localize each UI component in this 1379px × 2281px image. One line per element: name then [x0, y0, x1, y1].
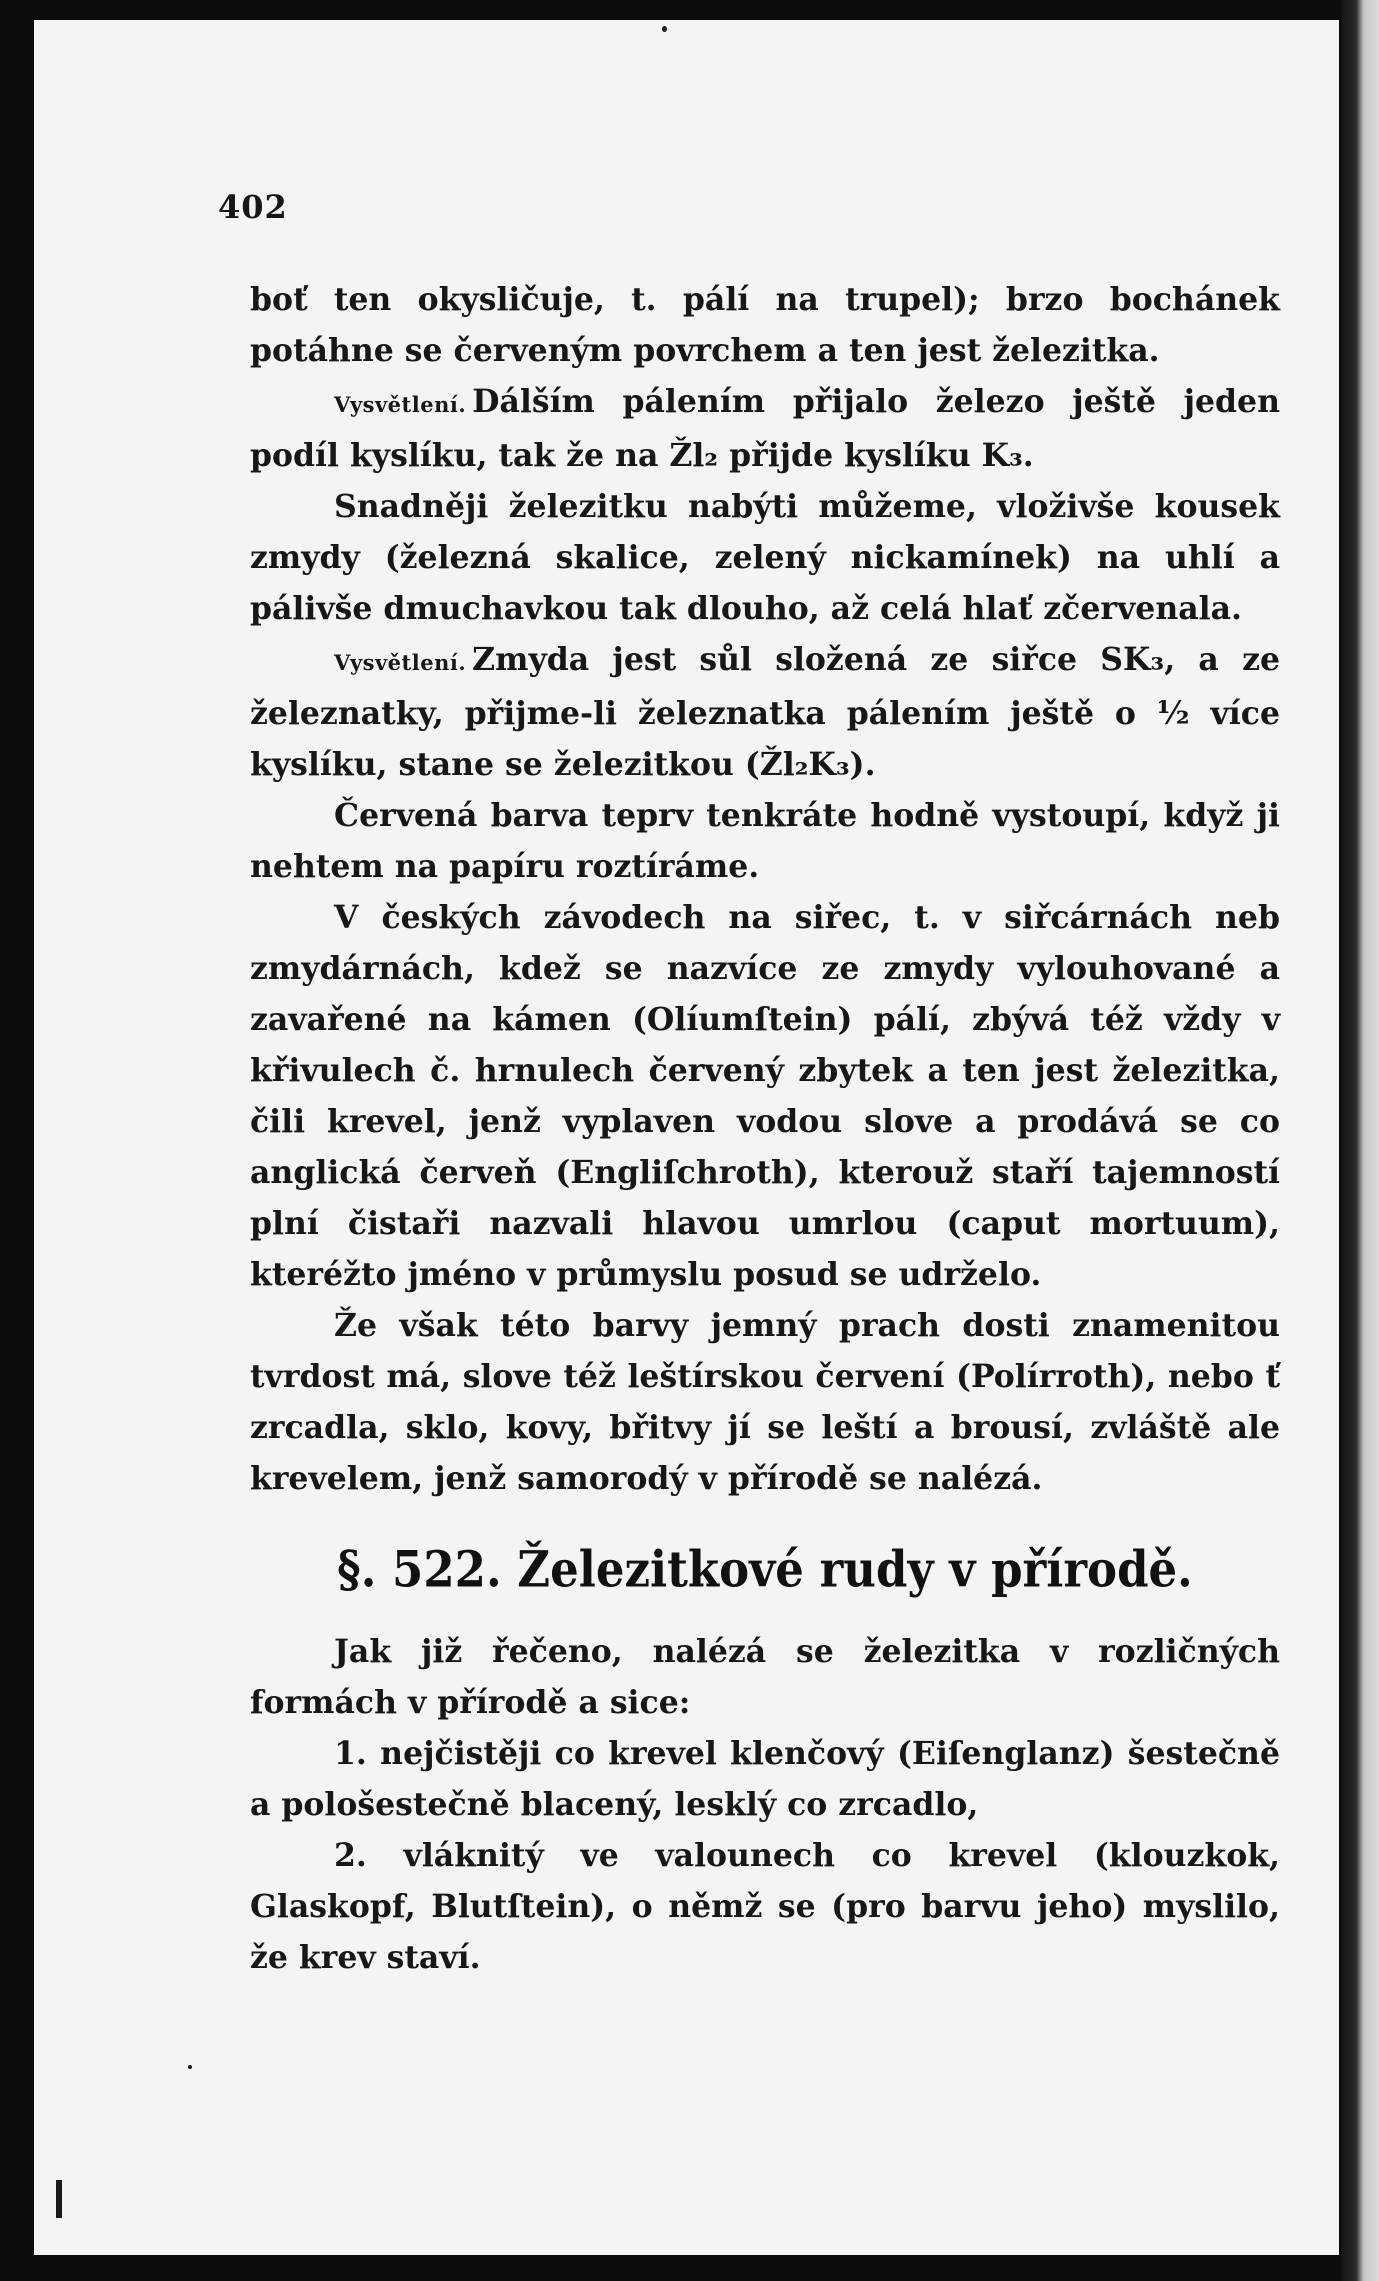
page-number: 402	[218, 188, 288, 226]
explanation-lead: Vysvětlení.	[334, 650, 467, 675]
list-item-text: 1. nejčistěji co krevel klenčový (Eiſenglanz) šestečně a pološestečně blacený, lesklý co zrcadlo,	[250, 1735, 1280, 1823]
paragraph	[250, 481, 1280, 634]
list-item	[250, 1830, 1280, 1983]
explanation-lead: Vysvětlení.	[334, 392, 467, 417]
paragraph	[250, 634, 1280, 790]
list-item	[250, 1728, 1280, 1830]
print-speck	[56, 2180, 62, 2218]
paragraph-text: Dálším pálením přijalo železo ještě jeden podíl kyslíku, tak že na Žl₂ přijde kyslíku K₃.	[250, 383, 1280, 474]
paragraph	[250, 376, 1280, 481]
paragraph	[250, 274, 1280, 376]
paragraph	[250, 1300, 1280, 1504]
paragraph-text: Že však této barvy jemný prach dosti znamenitou tvrdost má, slove též leštírskou červení (Polírroth), nebo ť zrcadla, sklo, kovy, břitvy jí se leští a brousí, zvláště ale krevelem, jenž samorodý v přírodě se nalézá.	[250, 1307, 1280, 1497]
page-edge-shadow	[1341, 0, 1379, 2281]
list-item-text: 2. vláknitý ve valounech co krevel (klouzkok, Glaskopf, Blutſtein), o němž se (pro barvu jeho) myslilo, že krev staví.	[250, 1837, 1280, 1976]
print-speck	[188, 2065, 192, 2069]
paragraph	[250, 892, 1280, 1300]
section-heading: §. 522. Železitkové rudy v přírodě.	[337, 1540, 1193, 1599]
body-text-lower	[250, 1626, 1280, 1983]
print-speck	[662, 26, 667, 32]
paragraph	[250, 1626, 1280, 1728]
paragraph-text: boť ten okysličuje, t. pálí na trupel); brzo bochánek potáhne se červeným povrchem a ten jest železitka.	[250, 281, 1280, 369]
body-text-upper	[250, 274, 1280, 1504]
paragraph-text: V českých závodech na siřec, t. v siřcárnách neb zmydárnách, kdež se nazvíce ze zmydy vylouhované a zavařené na kámen (Olíumſtein) pálí, zbývá též vždy v křivulech č. hrnulech červený zbytek a ten jest železitka, čili krevel, jenž vyplaven vodou slove a prodává se co anglická červeň (Engliſchroth), kterouž staří tajemností plní čistaři nazvali hlavou umrlou (caput mortuum), kteréžto jméno v průmyslu posud se udrželo.	[250, 899, 1280, 1293]
paragraph-text: Snadněji železitku nabýti můžeme, vloživše kousek zmydy (železná skalice, zelený nickamínek) na uhlí a pálivše dmuchavkou tak dlouho, až celá hlať zčervenala.	[250, 488, 1280, 627]
paragraph-text: Červená barva teprv tenkráte hodně vystoupí, když ji nehtem na papíru roztíráme.	[250, 797, 1280, 885]
paragraph-text: Jak již řečeno, nalézá se železitka v rozličných formách v přírodě a sice:	[250, 1633, 1280, 1721]
paragraph-text: Zmyda jest sůl složená ze siřce SK₃, a ze železnatky, přijme-li železnatka pálením ještě o ½ více kyslíku, stane se železitkou (Žl₂K₃).	[250, 641, 1280, 783]
paragraph	[250, 790, 1280, 892]
